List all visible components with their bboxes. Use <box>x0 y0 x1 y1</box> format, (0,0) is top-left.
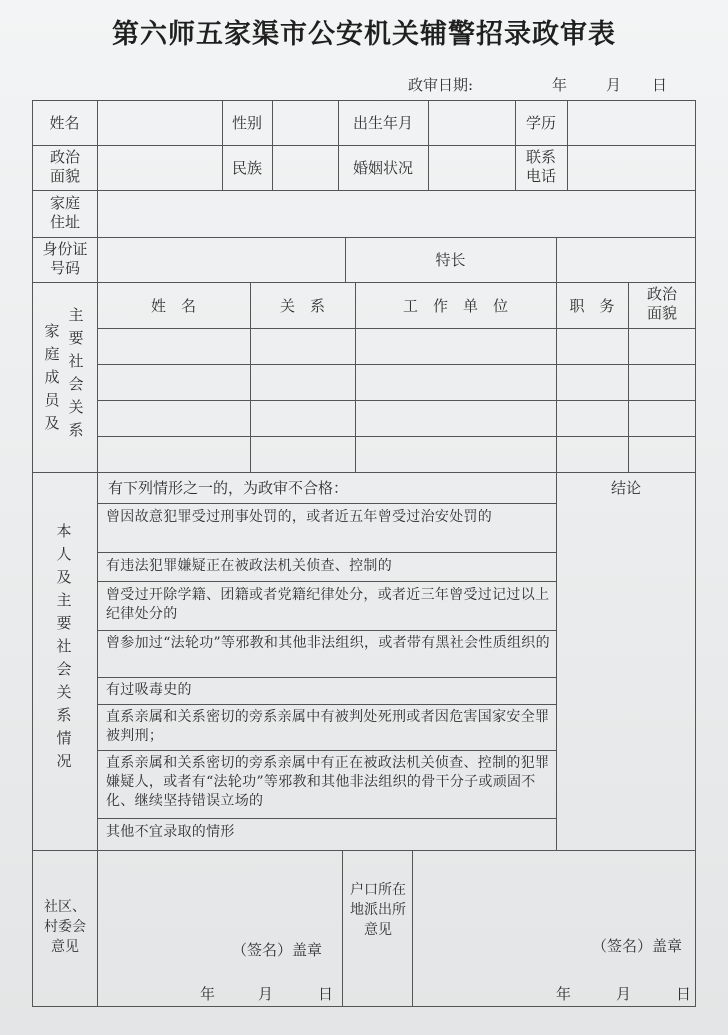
condition-item-2: 有违法犯罪嫌疑正在被政法机关侦查、控制的 <box>106 558 392 574</box>
form-title: 第六师五家渠市公安机关辅警招录政审表 <box>112 19 616 50</box>
review-date-day: 日 <box>652 76 668 94</box>
label-address: 家庭住址 <box>49 194 80 231</box>
condition-item-4: 曾参加过“法轮功”等邪教和其他非法组织，或者带有黑社会性质组织的 <box>106 635 550 651</box>
label-marital: 婚姻状况 <box>352 159 413 177</box>
family-col-political: 政治面貌 <box>646 285 677 322</box>
family-section-label-b: 主要社会关系 <box>68 306 84 439</box>
condition-item-5: 有过吸毒史的 <box>106 682 192 698</box>
label-ethnicity: 民族 <box>231 159 262 177</box>
review-date-year: 年 <box>552 76 568 94</box>
family-col-relation: 关 系 <box>279 297 325 315</box>
label-specialty: 特长 <box>435 251 466 269</box>
police-sign: （签名）盖章 <box>592 937 683 955</box>
community-sign: （签名）盖章 <box>232 941 323 959</box>
review-date-month: 月 <box>606 76 622 94</box>
community-date-month: 月 <box>258 985 274 1003</box>
conditions-header: 有下列情形之一的，为政审不合格： <box>108 479 349 497</box>
label-gender: 性别 <box>231 114 262 132</box>
review-date-label: 政审日期: <box>408 76 474 94</box>
label-phone: 联系电话 <box>525 148 556 185</box>
family-col-position: 职 务 <box>569 297 615 315</box>
family-col-name: 姓 名 <box>150 297 196 315</box>
label-name: 姓名 <box>49 114 80 132</box>
condition-item-1: 曾因故意犯罪受过刑事处罚的，或者近五年曾受过治安处罚的 <box>106 509 493 525</box>
police-date-day: 日 <box>676 985 692 1003</box>
community-date-year: 年 <box>200 985 216 1003</box>
conditions-conclusion: 结论 <box>610 479 641 497</box>
condition-item-6: 直系亲属和关系密切的旁系亲属中有被判处死刑或者因危害国家安全罪被判刑； <box>106 709 550 744</box>
review-date-line <box>0 74 728 96</box>
label-id-number: 身份证号码 <box>42 240 88 277</box>
community-date-day: 日 <box>318 985 334 1003</box>
family-col-workplace: 工 作 单 位 <box>402 297 508 315</box>
label-birth: 出生年月 <box>352 114 413 132</box>
police-date-year: 年 <box>556 985 572 1003</box>
police-opinion-label: 户口所在地派出所意见 <box>350 882 406 938</box>
police-date-month: 月 <box>616 985 632 1003</box>
label-political: 政治面貌 <box>49 148 80 185</box>
family-section-label-a: 家庭成员及 <box>44 322 60 432</box>
community-opinion-label: 社区、村委会意见 <box>44 899 86 955</box>
condition-item-8: 其他不宜录取的情形 <box>106 824 235 840</box>
conditions-section-label: 本人及主要社会关系情况 <box>56 522 72 770</box>
label-education: 学历 <box>525 114 556 132</box>
condition-item-3: 曾受过开除学籍、团籍或者党籍纪律处分，或者近三年曾受过记过以上纪律处分的 <box>106 587 550 622</box>
condition-item-7: 直系亲属和关系密切的旁系亲属中有正在被政法机关侦查、控制的犯罪嫌疑人，或者有“法轮功”等邪教和其他非法组织的骨干分子或顽固不化、继续坚持错误立场的 <box>106 755 550 809</box>
